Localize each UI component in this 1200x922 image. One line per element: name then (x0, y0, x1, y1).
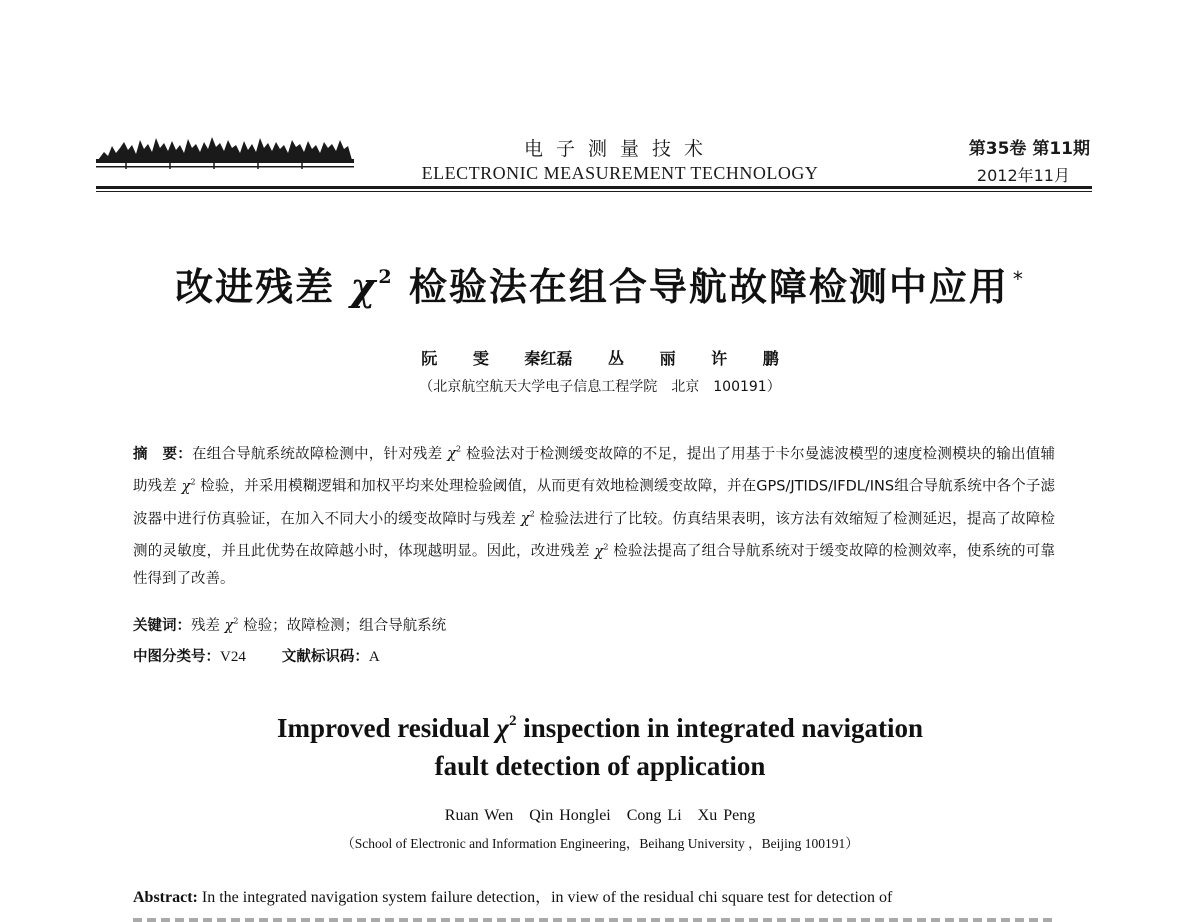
abstract-cn-part3: 检验，并采用模糊逻辑和加权平均来处理检验阈值，从而更有效地检测缓变故障，并在GPS/JTIDS/IFDL/INS组合导航系统中各个子滤波器中进行仿真验证，在加入不同大小的缓变故障时与残差 (133, 478, 1056, 528)
abstract-cn-chi-4: $\chi^2$ (594, 542, 609, 560)
abstract-cn-chi-1: $\chi^2$ (447, 445, 462, 463)
abstract-cn (133, 436, 1055, 593)
clc-value: V24 (220, 649, 246, 665)
doc-code-value: A (368, 649, 380, 665)
header-rule-thin (96, 191, 1092, 192)
abstract-cn-chi-3: $\chi^2$ (520, 509, 535, 528)
authors-cn: 阮 雯 秦红磊 丛 丽 许 鹏 (421, 349, 779, 368)
affiliation-en: （School of Electronic and Information Engineering，Beihang University ，Beijing 100191） (341, 836, 859, 851)
keywords-cn-part2: 检验；故障检测；组合导航系统 (243, 618, 447, 634)
journal-logo-graphic (96, 126, 354, 170)
abstract-cn-label: 摘 要： (133, 446, 192, 463)
authors-en: Ruan Wen Qin Honglei Cong Li Xu Peng (444, 807, 756, 824)
abstract-en-label: Abstract: (133, 889, 198, 906)
abstract-en-text: In the integrated navigation system failure detection，in view of the residual chi square test for detection of (201, 889, 893, 906)
journal-name-cn: 电子测量技术 (523, 138, 716, 160)
abstract-cn-part4: 检验法进行了比较。仿真结果表明，该方法有效缩短了检测延迟，提高了故障检测的灵敏度，并且此优势在故障越小时，体现越明显。因此，改进残差 (133, 511, 1056, 560)
title-cn-post: 检验法在组合导航故障检测中应用 (408, 265, 1009, 309)
abstract-cn-chi-2: $\chi^2$ (181, 477, 196, 495)
keywords-cn-chi: $\chi^2$ (224, 616, 239, 634)
keywords-cn-part1: 残差 (191, 618, 220, 634)
paper-title-en (180, 702, 1020, 785)
title-en-line1: Improved residual $\chi^2$ inspection in integrated navigation (276, 712, 924, 743)
abstract-cn-part2: 检验法对于检测缓变故障的不足，提出了用基于卡尔曼滤波模型的速度检测模块的输出值辅助残差 (133, 446, 1056, 495)
clc-label: 中图分类号： (133, 649, 220, 665)
abstract-cn-part5: 检验法提高了组合导航系统对于缓变故障的检测效率，使系统的可靠性得到了改善。 (133, 543, 1056, 587)
abstract-en (133, 884, 1055, 911)
title-footnote-mark: * (1012, 267, 1025, 291)
issue-date: 2012年11月 (976, 166, 1070, 185)
header-rule-thick (96, 186, 1092, 189)
doc-code-label: 文献标识码： (281, 649, 369, 665)
title-cn-pre: 改进残差 (175, 265, 336, 309)
abstract-cn-part1: 在组合导航系统故障检测中，针对残差 (191, 446, 443, 463)
keywords-cn-label: 关键词： (133, 618, 191, 634)
title-cn-chi-symbol: $\chi^2$ (350, 264, 394, 309)
paper-title-cn (80, 256, 1120, 311)
keywords-cn (133, 614, 1055, 635)
cut-off-text-line (133, 912, 1055, 922)
affiliation-cn: （北京航空航天大学电子信息工程学院 北京 100191） (419, 379, 781, 395)
journal-name-en: ELECTRONIC MEASUREMENT TECHNOLOGY (421, 163, 819, 183)
journal-logo-strip (96, 126, 354, 170)
volume-issue: 第35卷 第11期 (968, 139, 1090, 159)
title-en-chi-symbol: $\chi^2$ (496, 712, 517, 743)
classification-line (133, 645, 1055, 666)
title-en-line2: fault detection of application (434, 750, 766, 781)
